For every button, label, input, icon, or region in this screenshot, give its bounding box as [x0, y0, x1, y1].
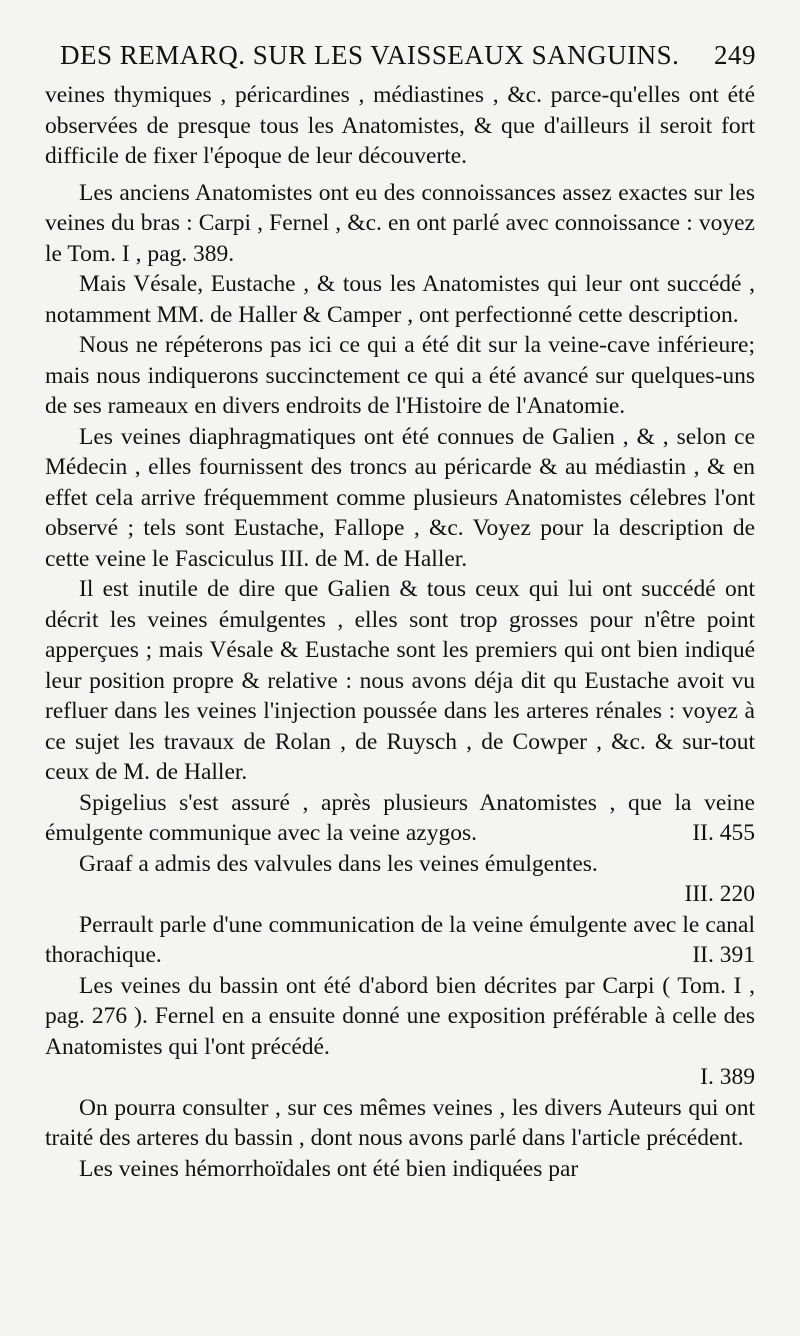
paragraph-3: Mais Vésale, Eustache , & tous les Anatomistes qui leur ont succédé , notamment MM. de Haller & Camper , ont perfectionné cette description. [45, 271, 755, 328]
paragraph-8: Graaf a admis des valvules dans les veines émulgentes. [79, 850, 598, 877]
paragraph-9-text: Perrault parle d'une communication de la veine émulgente avec le canal thorachique. [45, 911, 755, 968]
ref-graaf: III. 220 [684, 881, 755, 907]
paragraph-4: Nous ne répéterons pas ici ce qui a été dit sur la veine-cave inférieure; mais nous indiquerons succinctement ce qui a été avancé sur quelques-uns de ses rameaux en divers endroits de l'Histoire de l'Anatomie. [45, 332, 755, 419]
body-text [45, 80, 755, 1184]
paragraph-5: Les veines diaphragmatiques ont été connues de Galien , & , selon ce Médecin , elles fournissent des troncs au péricarde & au médiastin , & en effet cela arrive fréquemment comme plusieurs Anatomistes célebres l'ont observé ; tels sont Eustache, Fallope , &c. Voyez pour la description de cette veine le Fasciculus III. de M. de Haller. [45, 423, 755, 572]
paragraph-2: Les anciens Anatomistes ont eu des connoissances assez exactes sur les veines du bras : Carpi , Fernel , &c. en ont parlé avec connoissance : voyez le Tom. I , pag. 389. [45, 179, 755, 267]
paragraph-9 [45, 910, 755, 971]
header-title: DES REMARQ. SUR LES VAISSEAUX SANGUINS. [60, 40, 680, 70]
paragraph-10: Les veines du bassin ont été d'abord bien décrites par Carpi ( Tom. I , pag. 276 ). Fernel en a ensuite donné une exposition préférable à celle des Anatomistes qui l'ont précédé. [45, 972, 755, 1060]
running-header [60, 40, 760, 74]
paragraph-7 [45, 788, 755, 849]
ref-bassin: I. 389 [700, 1064, 755, 1090]
paragraph-7-block [45, 788, 755, 849]
paragraph-9-block [45, 910, 755, 971]
page-number: 249 [714, 40, 756, 70]
paragraph-7-text: Spigelius s'est assuré , après plusieurs Anatomistes , que la veine émulgente communique avec la veine azygos. [45, 789, 755, 846]
ref-perrault: II. 391 [692, 942, 755, 968]
ref-spigelius: II. 455 [692, 820, 755, 846]
paragraph-11: On pourra consulter , sur ces mêmes veines , les divers Auteurs qui ont traité des arteres du bassin , dont nous avons parlé dans l'article précédent. [45, 1094, 755, 1151]
paragraph-6: Il est inutile de dire que Galien & tous ceux qui lui ont succédé ont décrit les veines émulgentes , elles sont trop grosses pour n'être point apperçues ; mais Vésale & Eustache sont les premiers qui ont bien indiqué leur position propre & relative : nous avons déja dit qu Eustache avoit vu refluer dans les veines l'injection poussée dans les arteres rénales : voyez à ce sujet les travaux de Rolan , de Ruysch , de Cowper , &c. & sur-tout ceux de M. de Haller. [45, 576, 755, 785]
paragraph-12: Les veines hémorrhoïdales ont été bien indiquées par [79, 1155, 579, 1182]
paragraph-1: veines thymiques , péricardines , médiastines , &c. parce-qu'elles ont été observées de presque tous les Anatomistes, & que d'ailleurs il seroit fort difficile de fixer l'époque de leur découverte. [45, 82, 755, 169]
